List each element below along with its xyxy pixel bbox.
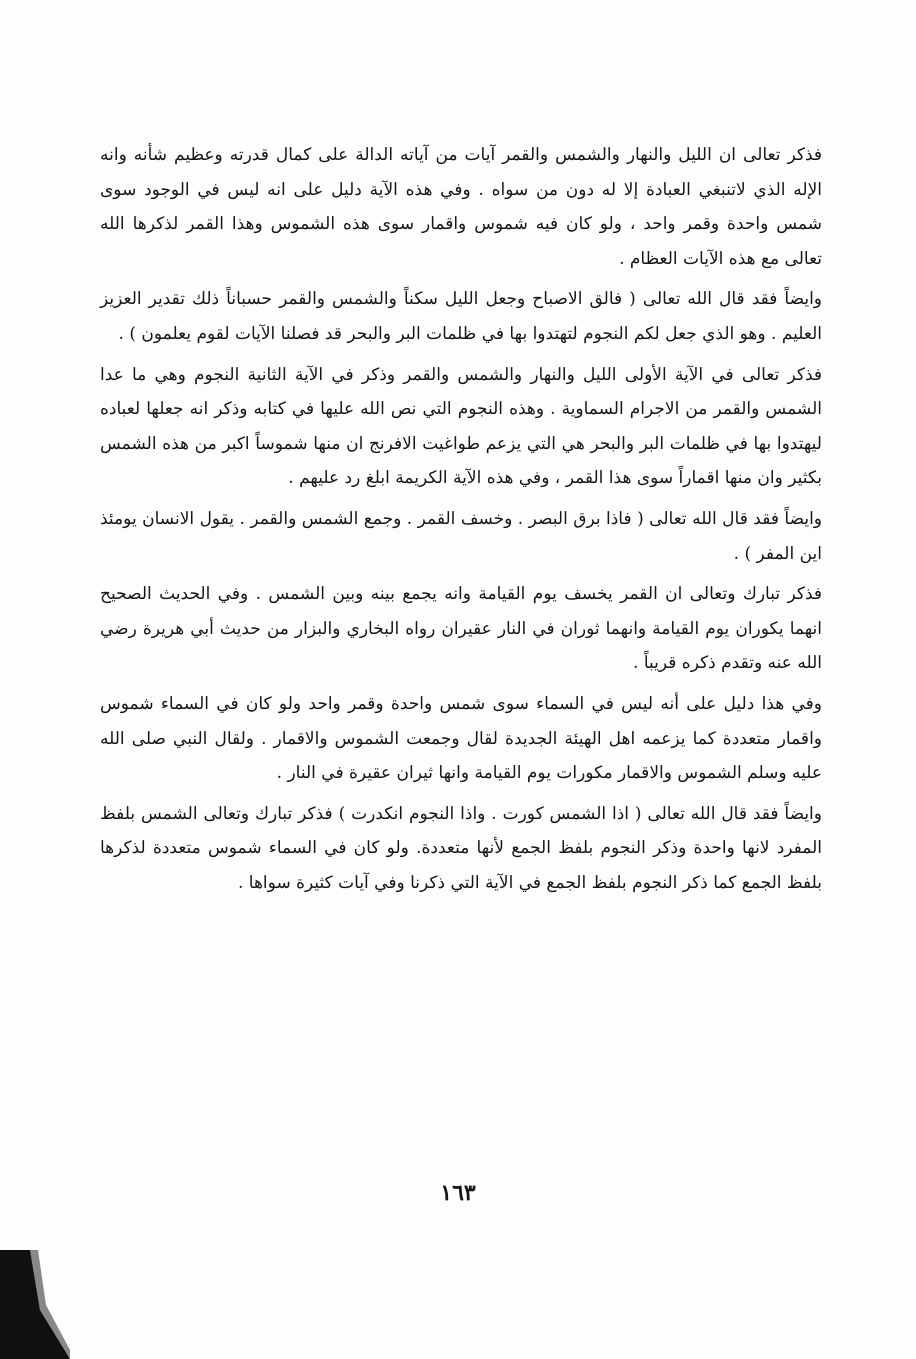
paragraph-7: وايضاً فقد قال الله تعالى ( اذا الشمس كورت . واذا النجوم انكدرت ) فذكر تبارك وتعالى الشمس بلفظ المفرد لانها واحدة وذكر النجوم بلفظ الجمع لأنها متعددة. ولو كان في السماء شموس متعددة لذكرها بلفظ الجمع كما ذكر النجوم بلفظ الجمع في الآية التي ذكرنا وفي آيات كثيرة سواها . [100,803,823,893]
page-number: ١٦٣ [440,1180,476,1206]
paragraph-6: وفي هذا دليل على أنه ليس في السماء سوى شمس واحدة وقمر واحد ولو كان في السماء شموس واقمار متعددة كما يزعمه اهل الهيئة الجديدة لقال وجمعت الشموس والاقمار . ولقال النبي صلى الله عليه وسلم الشموس والاقمار مكورات يوم القيامة وانها ثيران عقيرة في النار . [100,693,822,784]
paragraph-2: وايضاً فقد قال الله تعالى ( فالق الاصباح وجعل الليل سكناً والشمس والقمر حسباناً ذلك تقدير العزيز العليم . وهو الذي جعل لكم النجوم لتهتدوا بها في ظلمات البر والبحر قد فصلنا الآيات لقوم يعلمون ) . [100,289,822,344]
paragraph-5: فذكر تبارك وتعالى ان القمر يخسف يوم القيامة وانه يجمع بينه وبين الشمس . وفي الحديث الصحيح انهما يكوران يوم القيامة وانهما ثوران في النار عقيران رواه البخاري والبزار من حديث أبي هريرة رضي الله عنه وتقدم ذكره قريباً . [100,584,822,674]
text-body [100,138,822,906]
paragraph-1: فذكر تعالى ان الليل والنهار والشمس والقمر آيات من آياته الدالة على كمال قدرته وعظيم شأنه وانه الإله الذي لاتنبغي العبادة إلا له دون من سواه . وفي هذه الآية دليل على انه ليس في الوجود سوى شمس واحدة وقمر واحد ، ولو كان فيه شموس واقمار سوى هذه الشموس وهذا القمر لذكرها الله تعالى مع هذه الآيات العظام . [100,145,822,269]
paragraph-3: فذكر تعالى في الآية الأولى الليل والنهار والشمس والقمر وذكر في الآية الثانية النجوم وهي ما عدا الشمس والقمر من الاجرام السماوية . وهذه النجوم التي نص الله عليها في كتابه وذكر انه جعلها لعباده ليهتدوا بها في ظلمات البر والبحر هي التي يزعم طواغيت الافرنج ان منها شموساً اكبر من هذه الشمس بكثير وان منها اقماراً سوى هذا القمر ، وفي هذه الآية الكريمة ابلغ رد عليهم . [100,364,822,489]
binding-shadow [0,1250,70,1359]
paragraph-4: وايضاً فقد قال الله تعالى ( فاذا برق البصر . وخسف القمر . وجمع الشمس والقمر . يقول الانسان يومئذ اين المفر ) . [100,508,822,564]
